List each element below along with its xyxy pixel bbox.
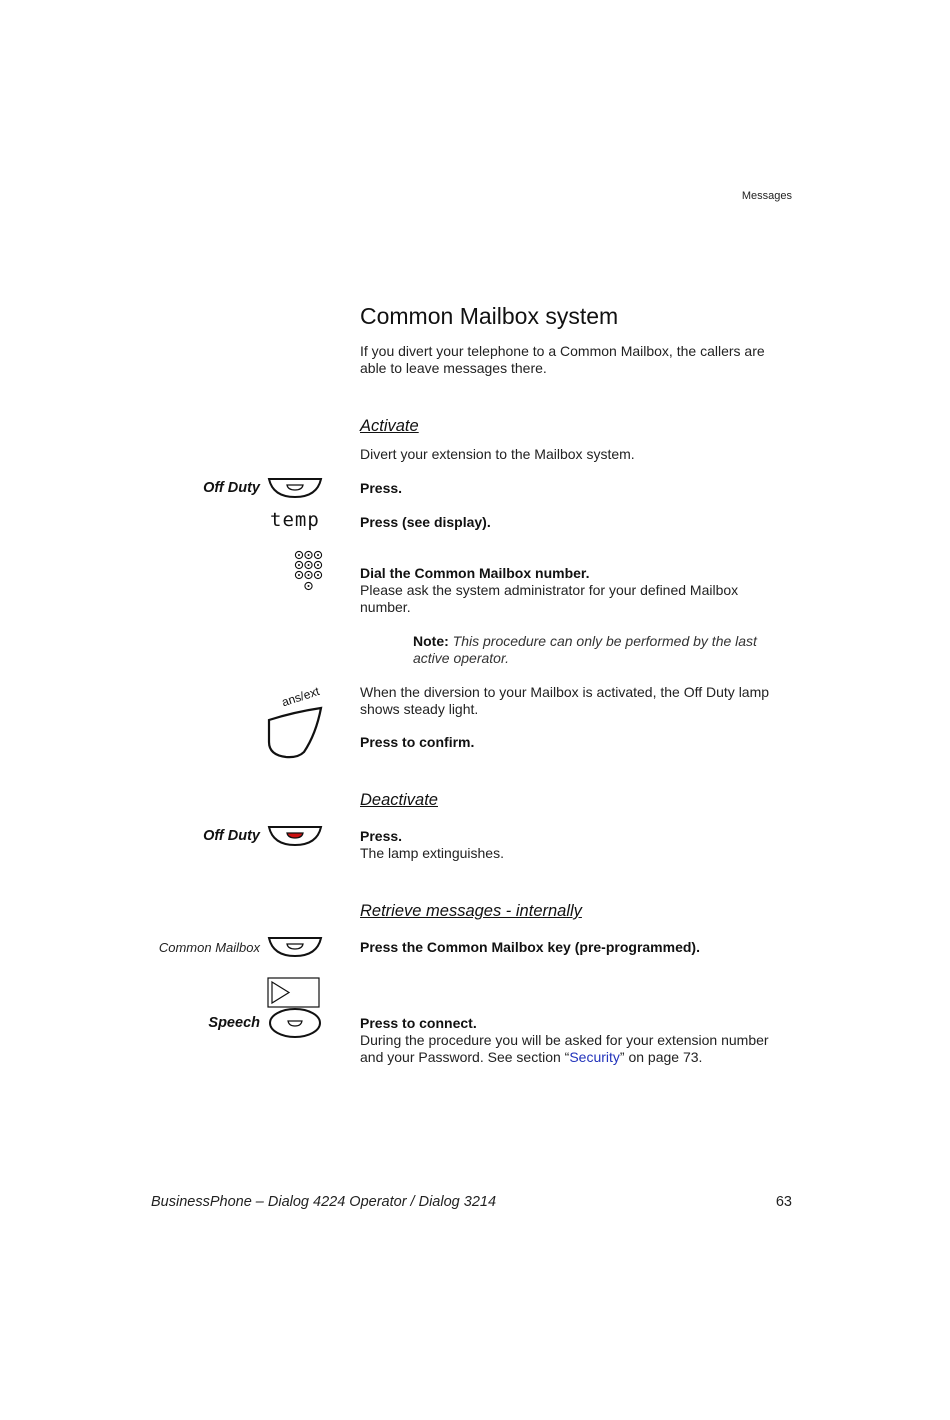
ans-ext-key-icon xyxy=(266,702,326,760)
page-number: 63 xyxy=(775,1194,792,1210)
speech-key-icon[interactable] xyxy=(267,1007,323,1039)
keypad-icon xyxy=(293,549,325,593)
note-text-line-1: This procedure can only be performed by the last xyxy=(452,633,757,649)
connect-detail-pre: and your Password. See section “ xyxy=(360,1049,570,1065)
common-mailbox-key-icon[interactable] xyxy=(267,935,323,959)
diversion-info-line-2: shows steady light. xyxy=(360,701,479,717)
security-link[interactable]: Security xyxy=(569,1049,620,1065)
note-text-line-2: active operator. xyxy=(413,650,509,666)
speech-indicator-icon xyxy=(267,977,320,1008)
ans-ext-label: ans/ext xyxy=(280,684,322,710)
connect-detail xyxy=(360,1032,800,1066)
dial-detail xyxy=(360,582,800,616)
connect-detail-post: ” on page 73. xyxy=(619,1049,703,1065)
dial-detail-line-2: number. xyxy=(360,599,411,615)
diversion-info-line-1: When the diversion to your Mailbox is activated, the Off Duty lamp xyxy=(360,684,770,700)
deactivate-press: Press. xyxy=(360,828,403,844)
intro-text xyxy=(360,343,800,377)
connect-detail-line-1: During the procedure you will be asked for your extension number xyxy=(360,1032,769,1048)
intro-line-1: If you divert your telephone to a Common Mailbox, the callers are xyxy=(360,343,765,359)
press-to-confirm: Press to confirm. xyxy=(360,734,475,750)
off-duty-key-lit-icon[interactable] xyxy=(267,824,323,848)
common-mailbox-label: Common Mailbox xyxy=(158,940,260,955)
dial-detail-line-1: Please ask the system administrator for your defined Mailbox xyxy=(360,582,739,598)
temp-display-softkey[interactable]: temp xyxy=(270,509,320,531)
speech-label: Speech xyxy=(208,1015,260,1031)
page-title: Common Mailbox system xyxy=(360,303,619,329)
press-see-display: Press (see display). xyxy=(360,514,491,530)
press-to-connect: Press to connect. xyxy=(360,1015,477,1031)
retrieve-heading: Retrieve messages - internally xyxy=(360,902,582,920)
activate-heading: Activate xyxy=(360,417,419,435)
dial-instruction: Dial the Common Mailbox number. xyxy=(360,565,590,581)
ans-ext-key[interactable] xyxy=(266,684,326,760)
press-mailbox-key: Press the Common Mailbox key (pre-programmed). xyxy=(360,939,700,955)
off-duty-label-deactivate: Off Duty xyxy=(203,828,260,844)
activate-description: Divert your extension to the Mailbox system. xyxy=(360,446,635,462)
note-label: Note: xyxy=(413,633,449,649)
lamp-extinguishes: The lamp extinguishes. xyxy=(360,845,504,861)
activate-press: Press. xyxy=(360,480,403,496)
off-duty-key-icon[interactable] xyxy=(267,476,323,500)
deactivate-heading: Deactivate xyxy=(360,791,438,809)
note-block xyxy=(413,633,803,667)
running-header: Messages xyxy=(741,190,792,202)
diversion-info xyxy=(360,684,800,718)
off-duty-label: Off Duty xyxy=(203,480,260,496)
intro-line-2: able to leave messages there. xyxy=(360,360,547,376)
connect-detail-line-2 xyxy=(360,1049,800,1066)
footer-title: BusinessPhone – Dialog 4224 Operator / Dialog 3214 xyxy=(151,1194,497,1210)
